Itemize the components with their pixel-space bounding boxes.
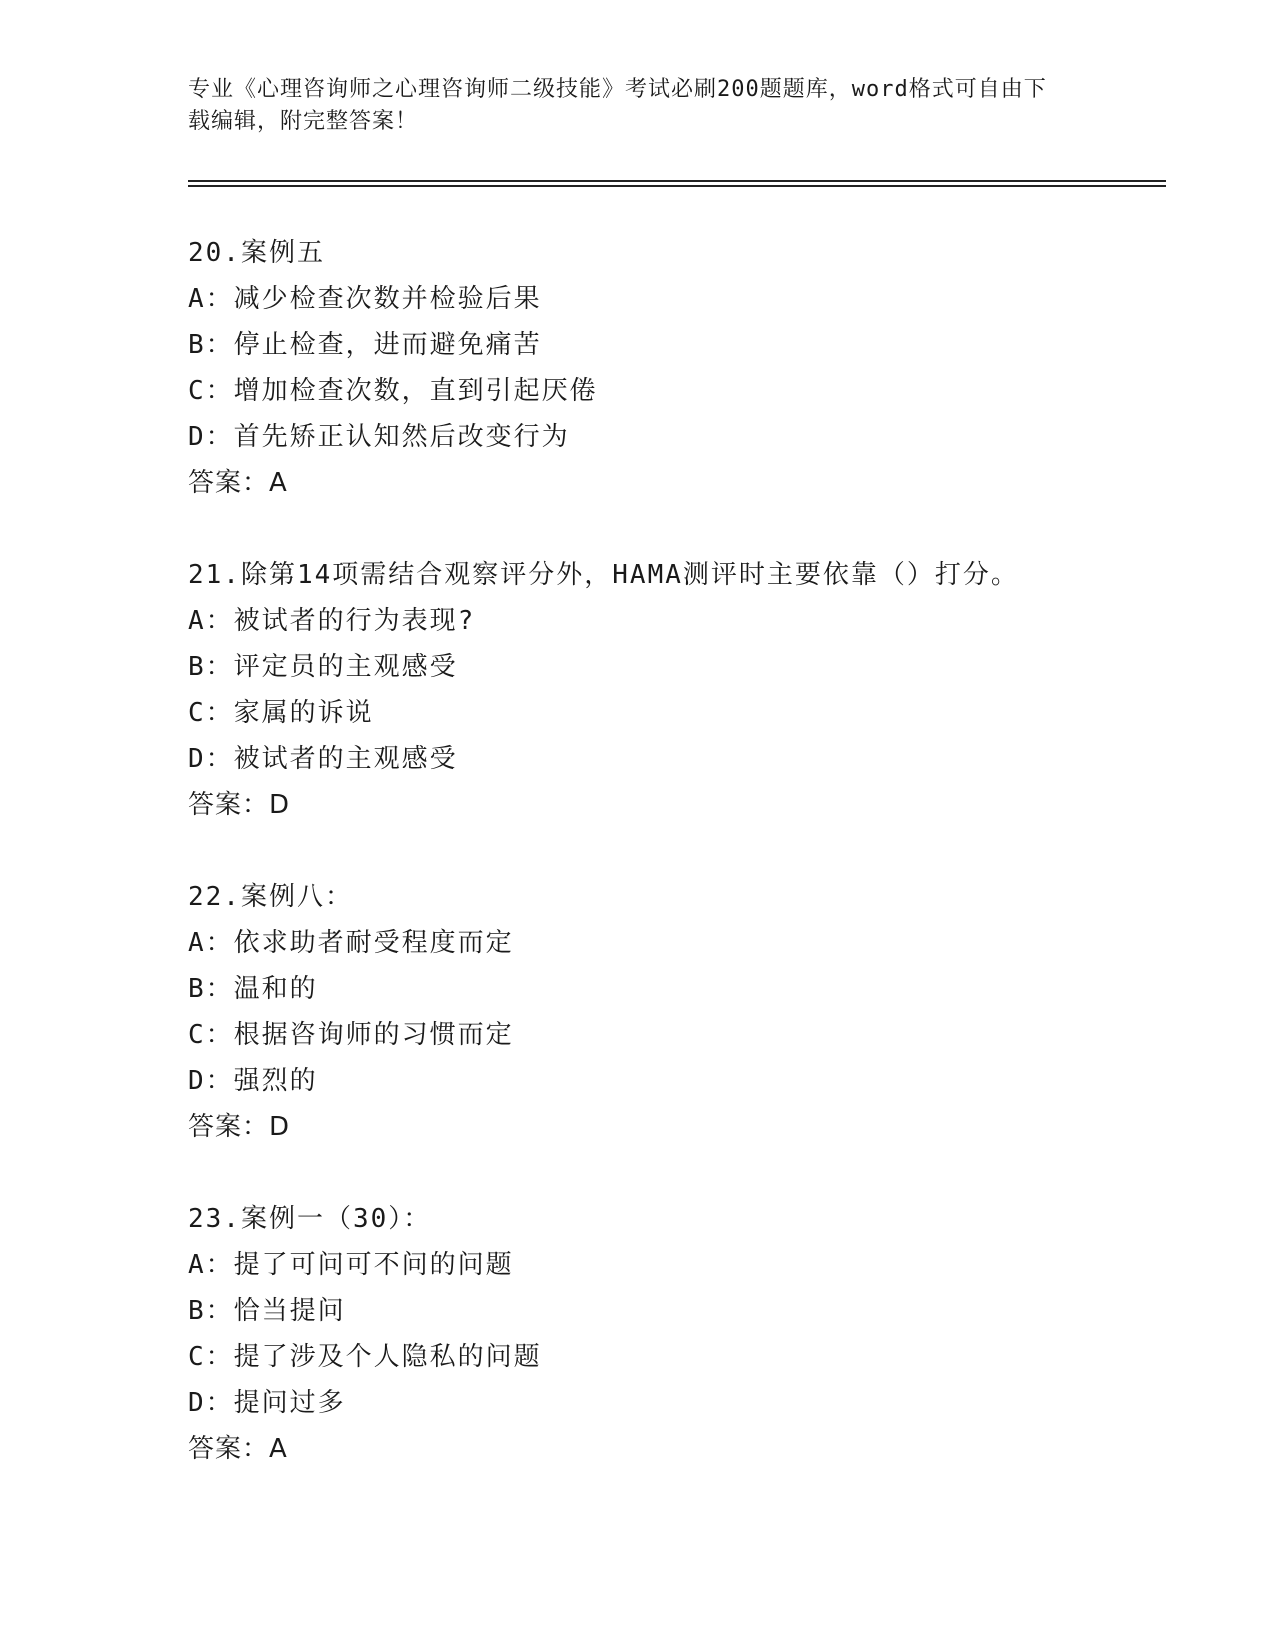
- answer-line: 答案：D: [188, 790, 291, 820]
- option-a: A：提了可问可不问的问题: [188, 1250, 514, 1280]
- question-stem: 22.案例八：: [188, 882, 353, 912]
- question-stem: 23.案例一（30）：: [188, 1204, 432, 1234]
- header-divider-top: [188, 180, 1166, 182]
- option-b: B：温和的: [188, 974, 318, 1004]
- answer-line: 答案：A: [188, 468, 288, 498]
- option-a: A：依求助者耐受程度而定: [188, 928, 514, 958]
- option-c: C：增加检查次数，直到引起厌倦: [188, 376, 598, 406]
- option-c: C：家属的诉说: [188, 698, 374, 728]
- option-d: D：被试者的主观感受: [188, 744, 458, 774]
- option-b: B：评定员的主观感受: [188, 652, 458, 682]
- option-d: D：首先矫正认知然后改变行为: [188, 422, 570, 452]
- option-b: B：停止检查，进而避免痛苦: [188, 330, 542, 360]
- option-c: C：提了涉及个人隐私的问题: [188, 1342, 542, 1372]
- document-intro: 专业《心理咨询师之心理咨询师二级技能》考试必刷200题题库，word格式可自由下载编辑，附完整答案！: [188, 77, 1047, 134]
- option-a: A：减少检查次数并检验后果: [188, 284, 542, 314]
- question-22: [188, 874, 1168, 1196]
- option-d: D：提问过多: [188, 1388, 346, 1418]
- option-d: D：强烈的: [188, 1066, 318, 1096]
- header-divider-bottom: [188, 185, 1166, 187]
- answer-line: 答案：D: [188, 1112, 291, 1142]
- question-list: [188, 230, 1168, 1518]
- question-21: [188, 552, 1168, 874]
- question-stem: 21.除第14项需结合观察评分外，HAMA测评时主要依靠（）打分。: [188, 560, 1019, 590]
- question-20: [188, 230, 1168, 552]
- option-b: B：恰当提问: [188, 1296, 346, 1326]
- option-c: C：根据咨询师的习惯而定: [188, 1020, 514, 1050]
- question-23: [188, 1196, 1168, 1518]
- option-a: A：被试者的行为表现?: [188, 606, 476, 636]
- answer-line: 答案：A: [188, 1434, 288, 1464]
- question-stem: 20.案例五: [188, 238, 325, 268]
